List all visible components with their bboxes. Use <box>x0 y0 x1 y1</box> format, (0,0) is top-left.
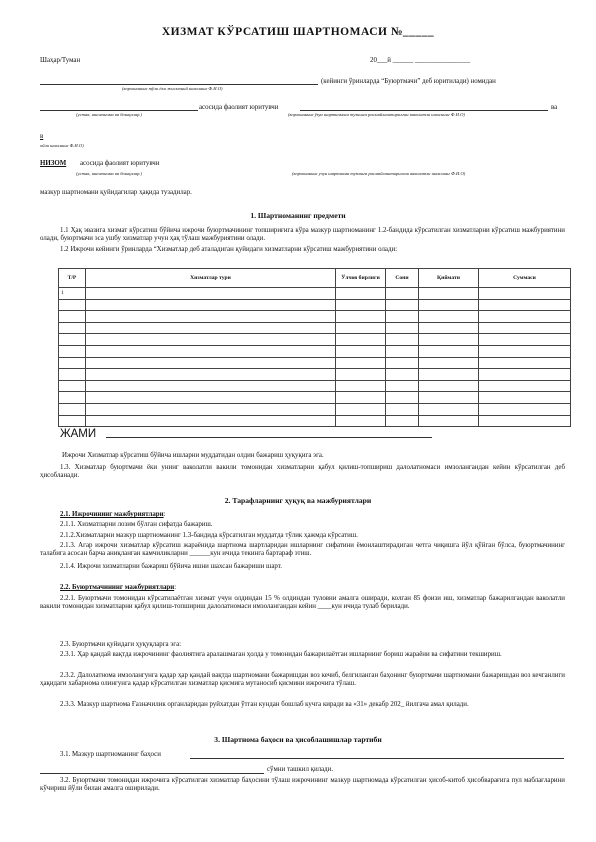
section2-heading: 2. Тарафларнинг ҳуқуқ ва мажбуриятлари <box>224 496 372 505</box>
table-row <box>59 311 571 323</box>
table-cell[interactable] <box>336 322 386 334</box>
table-cell[interactable] <box>59 299 86 311</box>
table-cell[interactable] <box>419 334 479 346</box>
table-cell[interactable] <box>336 380 386 392</box>
nizom-hint-person: (корхонанинг учун шартнома тузишга расмийлаштирилган ваколатли шахснинг Ф.И.О) <box>292 171 466 176</box>
item-2-2-1: 2.2.1. Буюртмачи томонидан кўрсатилаётган хизмат учун олдиндан 15 % олдиндан туловни амалга оширади, колган 85 фоизи иш, хизматлар бажарилгандан ваколатли вакили томонидан хизматларни қабул қилиш-топшириш далолатномаси имзолангандан кейин ____кун ичида тулаб берилади. <box>40 595 565 611</box>
item-2-1-1: 2.1.1. Хизматларни лозим бўлган сифатда бажариш. <box>60 521 213 528</box>
item-2-1-2: 2.1.2.Хизматларни мазкур шартноманинг 1.3-бандида кўрсатилган муддатда тўлик ҳажмда кўрсатиш. <box>60 532 358 539</box>
table-cell[interactable] <box>419 299 479 311</box>
col-header-unit: Ўлчов бирлиги <box>336 269 386 288</box>
table-row <box>59 415 571 427</box>
table-cell[interactable] <box>386 415 419 427</box>
table-cell[interactable] <box>336 334 386 346</box>
table-row <box>59 299 571 311</box>
basis-hint: (устав, ишончнома ва бошқалар.) <box>76 112 143 117</box>
item-3-2: 3.2. Буюртмачи томонидан ижрочига кўрсатилган хизматлар баҳосини тўлаш ижрочининг мазкур шартномада кўрсатилган ҳисоб-китоб ҳисобварағига пул маблағларини кўчириш йўли билан амалга оширилади. <box>40 777 565 793</box>
table-cell[interactable] <box>419 345 479 357</box>
table-cell[interactable] <box>86 357 336 369</box>
services-table <box>58 268 571 427</box>
table-cell[interactable] <box>86 392 336 404</box>
table-cell[interactable] <box>386 299 419 311</box>
table-cell[interactable] <box>336 369 386 381</box>
table-cell[interactable] <box>386 334 419 346</box>
table-cell[interactable] <box>479 322 571 334</box>
authorized-hint: (корхонанинг ўзун шартномага тузишга расмийлаштирилган ваколатли шахснинг Ф.И.О) <box>288 112 465 117</box>
table-cell[interactable] <box>59 334 86 346</box>
item-3-1: 3.1. Мазкур шартноманинг баҳоси <box>60 751 161 758</box>
table-cell[interactable] <box>336 392 386 404</box>
table-cell[interactable] <box>386 345 419 357</box>
price-line[interactable] <box>190 758 564 759</box>
sum-text: сўмни ташкил қилади. <box>267 766 334 773</box>
col-header-sum: Суммаси <box>479 269 571 288</box>
table-cell[interactable] <box>479 334 571 346</box>
table-cell[interactable] <box>479 357 571 369</box>
section1-p1: 1.1 Ҳақ эвазига хизмат кўрсатиш бўйича ижрочи буюртмачининг топшириғига кўра мазкур шартноманинг 1.2-бандида кўрсатилган хизматларни кўрсатиш мажбуриятини олади, буюртмачи эса ушбу хизматлар учун ҳақ тўлаш мажбуриятини олади. <box>40 227 565 243</box>
section1-heading: 1. Шартноманинг предмети <box>250 211 346 220</box>
table-row <box>59 403 571 415</box>
table-cell[interactable] <box>86 415 336 427</box>
table-cell[interactable] <box>479 403 571 415</box>
authorized-person-line[interactable] <box>300 110 548 111</box>
table-cell[interactable] <box>336 415 386 427</box>
table-row <box>59 345 571 357</box>
table-cell[interactable] <box>86 288 336 300</box>
table-cell[interactable] <box>479 299 571 311</box>
table-cell[interactable] <box>386 311 419 323</box>
item-2-3-1: 2.3.1. Ҳар қандай вақтда ижрочининг фаолиятига аралашмаган ҳолда у томонидан бажарилаётган ишларнинг бориш жараёни ва сифатини текшириш. <box>60 651 502 658</box>
table-cell[interactable] <box>59 403 86 415</box>
table-cell[interactable] <box>386 322 419 334</box>
table-cell[interactable] <box>336 311 386 323</box>
sig-letter: в <box>40 133 44 140</box>
buyer-hint: (корхонанинг тўли ёки жисмоний шахснинг Ф.И.О) <box>122 86 223 91</box>
table-cell[interactable] <box>386 288 419 300</box>
table-row <box>59 288 571 300</box>
item-2-3: 2.3. Буюртмачи қуйидаги ҳуқуқларга эга: <box>60 641 182 648</box>
nizom-label: НИЗОМ <box>40 160 67 167</box>
nizom-hint-basis: (устав, ишончнома ва бошқалар.) <box>76 171 143 176</box>
col-header-number: Т/Р <box>59 269 86 288</box>
table-cell[interactable] <box>386 403 419 415</box>
table-cell[interactable] <box>479 415 571 427</box>
table-cell[interactable] <box>86 345 336 357</box>
table-cell[interactable] <box>86 380 336 392</box>
section1-p2: 1.2 Ижрочи кейинги ўринларда “Хизматлар деб аталадиган қуйидаги хизматларни кўрсатиш мажбуриятини олади: <box>60 246 398 253</box>
table-cell[interactable] <box>59 392 86 404</box>
table-cell[interactable] <box>336 357 386 369</box>
item-2-1-3: 2.1.3. Агар ижрочи хизматлар кўрсатиш жараёнида шартнома шартларидан ишларнинг сифатини ёмонлаштирадиган четга чиқишга йўл қўйган бўлса, буюртмачининг талабига асосан барча аниқланган камчиликларни ______кун ичида текинга бартараф этиш. <box>40 542 565 558</box>
total-line[interactable] <box>106 437 432 438</box>
table-cell[interactable] <box>479 345 571 357</box>
table-cell[interactable] <box>479 311 571 323</box>
early-completion-text: Ижрочи Хизматлар кўрсатиш бўйича ишларни муддатидан олдин бажариш ҳуқуқига эга. <box>62 452 324 459</box>
item-2-3-2: 2.3.2. Далолатнома имзолангунга қадар ҳар қандай вақтда шартномани бажаришдан воз кечиб, белгиланган баҳонинг буюртмачи шартномани бажаришдан воз кечганлиги ҳақидаги хабарнома олингунга қадар кўрсатилган хизматлар қисмига мутаносиб қисмини ижрочига тўлаш. <box>40 672 565 688</box>
table-cell[interactable] <box>336 403 386 415</box>
table-cell[interactable] <box>419 403 479 415</box>
buyer-name-line[interactable] <box>40 84 318 85</box>
city-label: Шаҳар/Туман <box>40 57 81 64</box>
table-cell[interactable] <box>419 415 479 427</box>
col-header-service-type: Хизматлар тури <box>86 269 336 288</box>
table-cell[interactable] <box>419 392 479 404</box>
table-row <box>59 357 571 369</box>
table-cell[interactable] <box>479 369 571 381</box>
table-cell[interactable] <box>386 369 419 381</box>
nizom-text: асосида фаолият юритувчи <box>80 160 160 167</box>
va-text: ва <box>551 104 558 111</box>
table-cell[interactable] <box>86 311 336 323</box>
table-cell[interactable] <box>86 299 336 311</box>
table-cell[interactable] <box>59 345 86 357</box>
table-cell[interactable] <box>59 415 86 427</box>
table-cell[interactable] <box>86 369 336 381</box>
table-row <box>59 380 571 392</box>
table-cell[interactable] <box>59 369 86 381</box>
table-cell[interactable] <box>59 322 86 334</box>
date-field[interactable]: 20___й ______ ________________ <box>370 57 471 64</box>
basis-line[interactable] <box>40 110 198 111</box>
table-cell[interactable] <box>419 322 479 334</box>
table-cell[interactable] <box>86 322 336 334</box>
table-cell[interactable] <box>59 311 86 323</box>
col-header-quantity: Сони <box>386 269 419 288</box>
table-cell[interactable]: 1 <box>59 288 86 300</box>
table-cell[interactable] <box>336 288 386 300</box>
agreement-line: мазкур шартномани қуйидагилар ҳақида тузадилар. <box>40 189 192 196</box>
section3-heading: 3. Шартнома баҳоси ва ҳисоблашишлар тартиби <box>214 735 382 744</box>
table-cell[interactable] <box>479 380 571 392</box>
table-cell[interactable] <box>59 357 86 369</box>
table-cell[interactable] <box>86 403 336 415</box>
acting-basis-text: асосида фаолият юритувчи <box>199 104 279 111</box>
contract-title: ХИЗМАТ КЎРСАТИШ ШАРТНОМАСИ №_____ <box>161 26 435 38</box>
item-2-3-3: 2.3.3. Мазкур шартнома Ғазначилик органларидан руйхатдан ўтган кундан бошлаб кучга киради ва «31» декабр 202_ йилгача амал қилади. <box>60 701 469 708</box>
table-row <box>59 334 571 346</box>
table-cell[interactable] <box>419 380 479 392</box>
item-2-1-4: 2.1.4. Ижрочи хизматларни бажариш бўйича ишни шахсан бажариши шарт. <box>60 563 282 570</box>
table-header-row <box>59 269 571 288</box>
table-row <box>59 369 571 381</box>
table-row <box>59 322 571 334</box>
table-cell[interactable] <box>479 288 571 300</box>
table-cell[interactable] <box>419 311 479 323</box>
table-cell[interactable] <box>59 380 86 392</box>
table-cell[interactable] <box>419 357 479 369</box>
section1-p3: 1.3. Хизматлар буюртмачи ёки унинг ваколатли вакили томонидан хизматларни қабул қилиш-топшириш далолатномаси имзолангандан кейин кўрсатилган деб ҳисобланади. <box>40 464 565 480</box>
table-cell[interactable] <box>336 345 386 357</box>
table-cell[interactable] <box>86 334 336 346</box>
table-row <box>59 392 571 404</box>
sig-hint: ойли шахснинг Ф.И.О) <box>40 143 84 148</box>
table-cell[interactable] <box>479 392 571 404</box>
executor-duties-heading: 2.1. Ижрочининг мажбуриятлари <box>60 511 164 518</box>
buyer-suffix: (кейинги ўринларда “Буюртмачи” деб юритилади) номидан <box>321 78 496 85</box>
table-cell[interactable] <box>386 357 419 369</box>
price-words-line[interactable] <box>40 773 264 774</box>
table-cell[interactable] <box>386 380 419 392</box>
table-cell[interactable] <box>419 369 479 381</box>
col-header-price: Қиймати <box>419 269 479 288</box>
total-label: ЖАМИ <box>60 428 97 440</box>
table-cell[interactable] <box>386 392 419 404</box>
customer-duties-heading: 2.2. Буюртмачининг мажбуриятлари <box>60 584 175 591</box>
table-cell[interactable] <box>419 288 479 300</box>
table-cell[interactable] <box>336 299 386 311</box>
